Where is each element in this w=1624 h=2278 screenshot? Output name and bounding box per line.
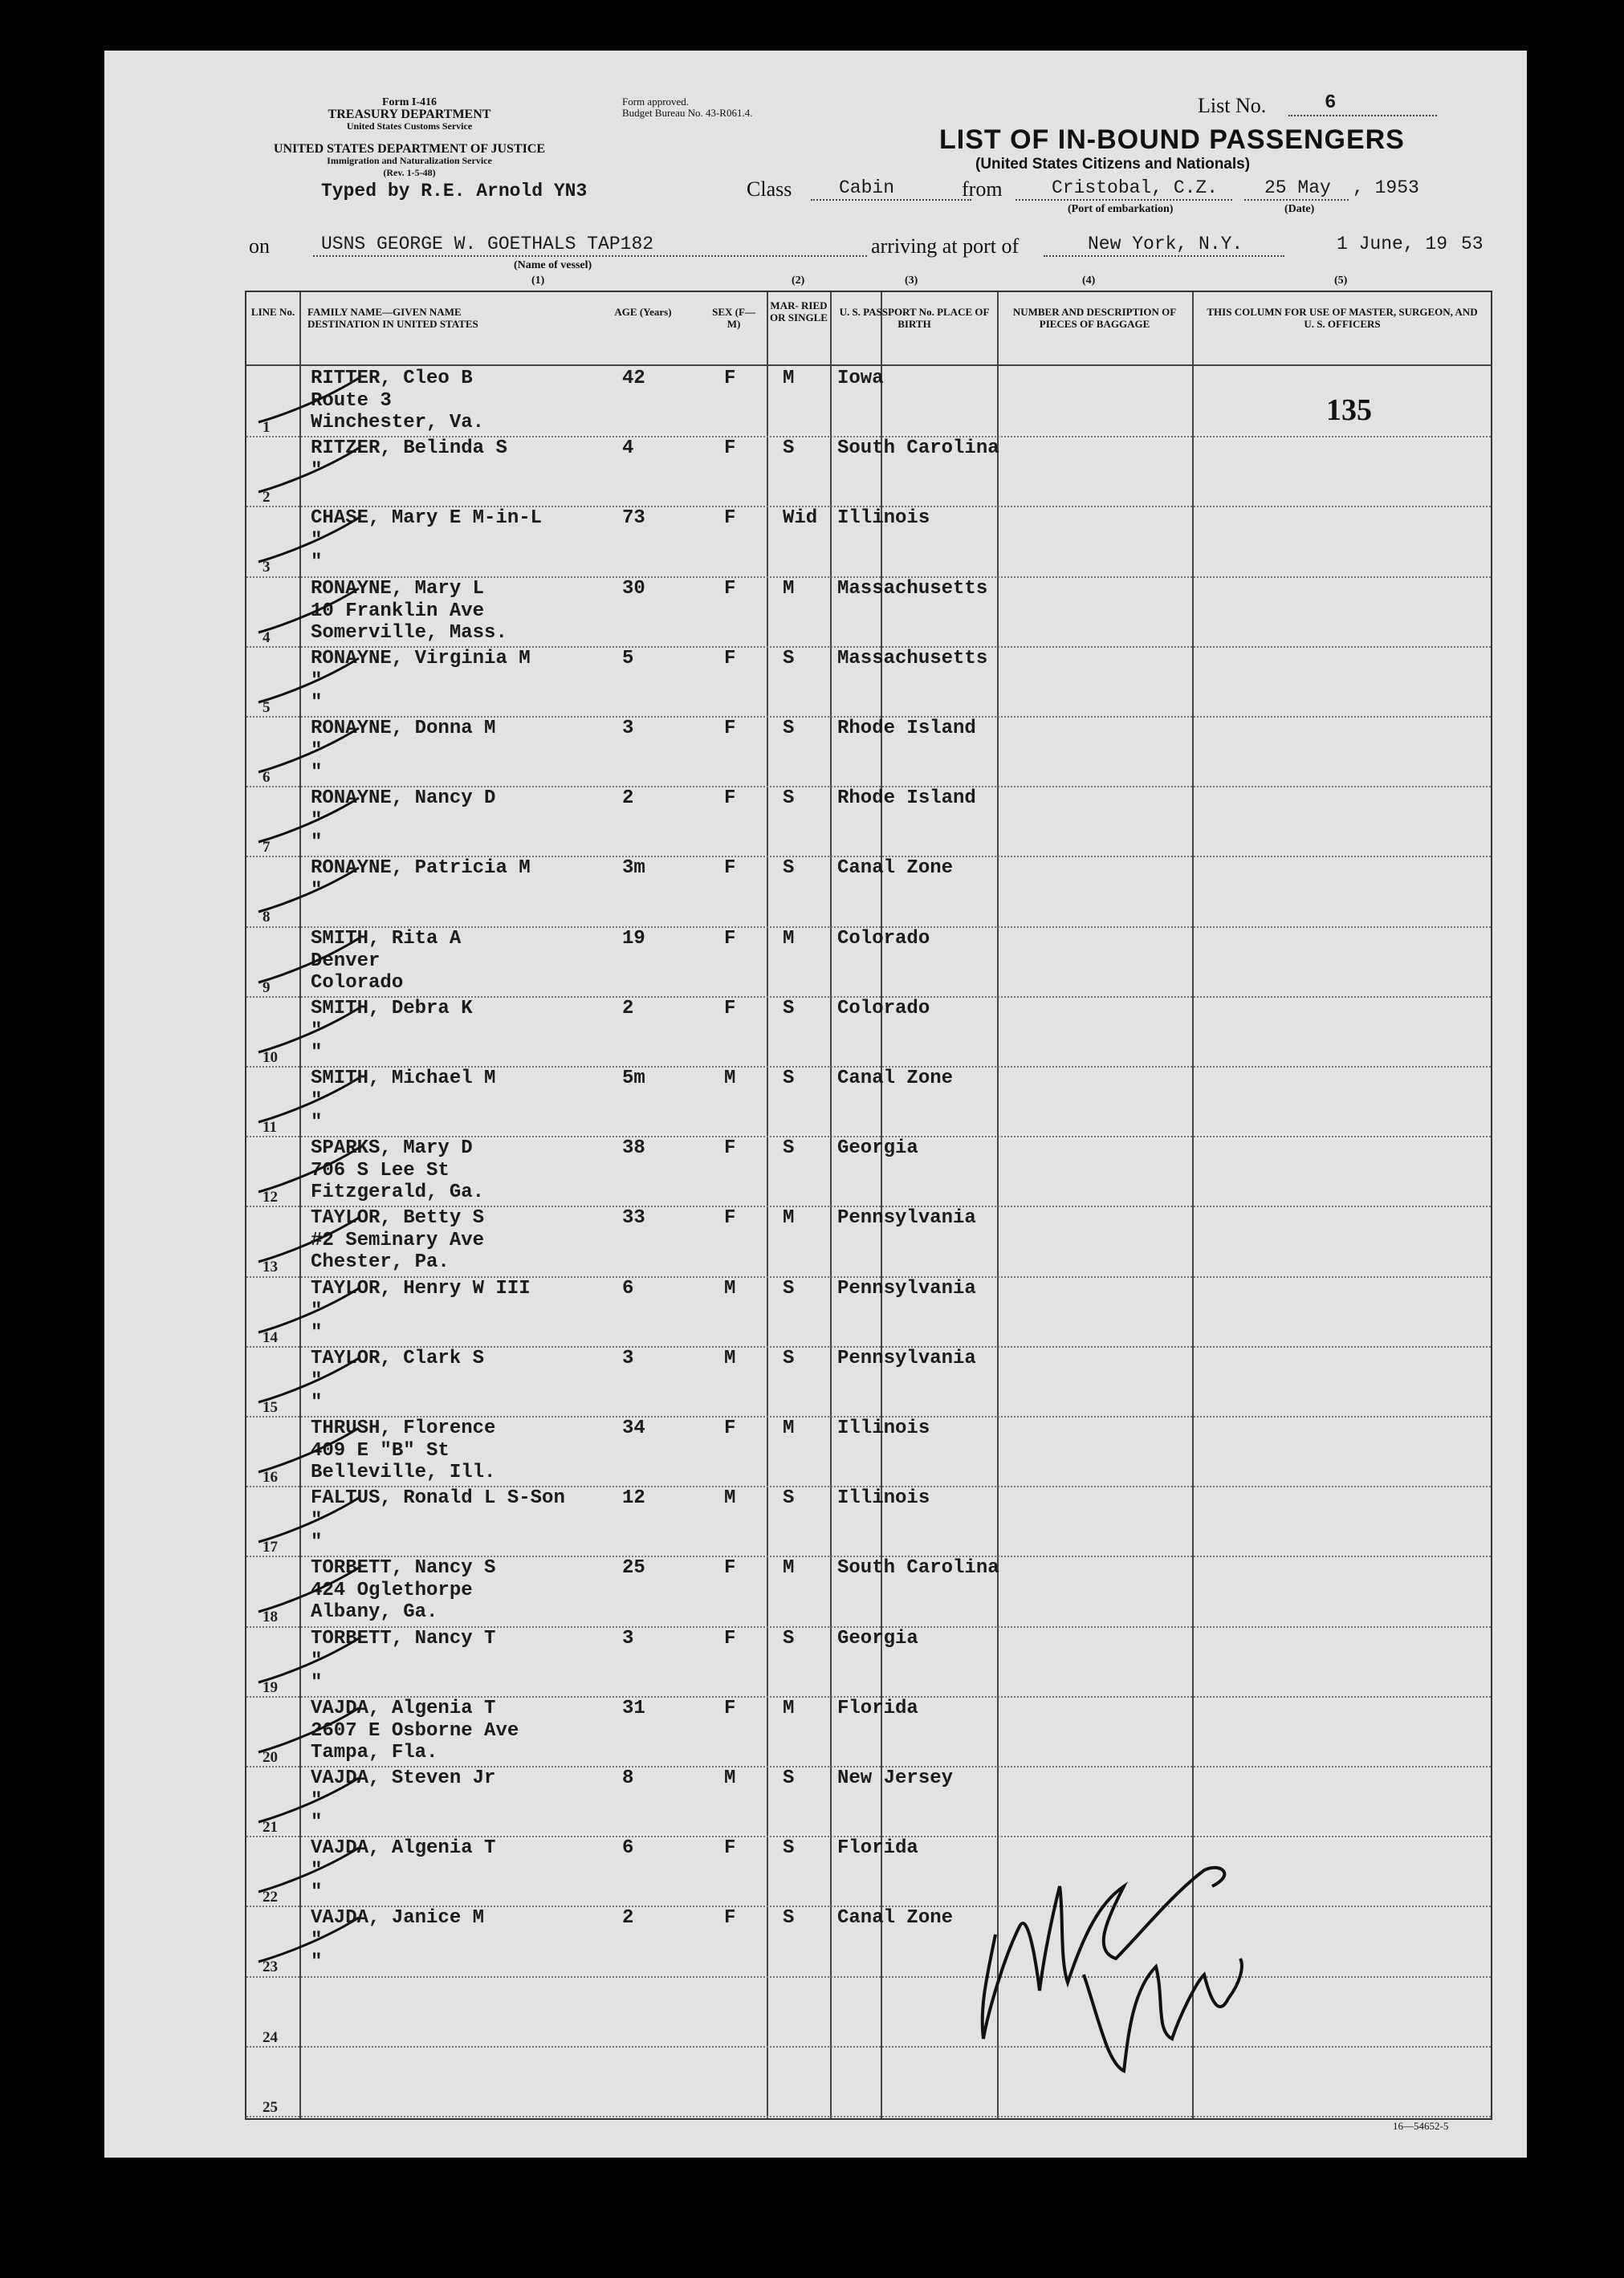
age: 30 (622, 577, 645, 600)
destination-line-2: " (311, 832, 323, 854)
check-mark (254, 1284, 367, 1340)
footer-code: 16—54652-5 (1393, 2120, 1449, 2132)
passenger-name: SMITH, Debra K (311, 997, 473, 1019)
justice-dept: UNITED STATES DEPARTMENT OF JUSTICE (273, 142, 546, 156)
age: 2 (622, 997, 634, 1019)
place-of-birth: Georgia (837, 1137, 918, 1160)
passenger-name: SMITH, Rita A (311, 927, 462, 950)
destination-line-2: " (311, 1391, 323, 1414)
arriving-label: arriving at port of (871, 234, 1020, 258)
marital-status: S (783, 857, 795, 880)
page-title: LIST OF IN-BOUND PASSENGERS (939, 124, 1405, 155)
line-number: 15 (263, 1398, 278, 1416)
destination-line-1: 2607 E Osborne Ave (311, 1719, 519, 1742)
destination-line-2: " (311, 1951, 323, 1974)
destination-line-1: " (311, 1650, 323, 1672)
colnum-2: (2) (792, 275, 805, 287)
destination-line-1: #2 Seminary Ave (311, 1230, 485, 1252)
line-number: 14 (263, 1328, 278, 1346)
passenger-name: THRUSH, Florence (311, 1418, 496, 1439)
line-number: 22 (263, 1889, 278, 1906)
sex: F (724, 1137, 736, 1160)
passenger-name: RITTER, Cleo B (311, 368, 473, 389)
place-of-birth: Rhode Island (837, 787, 976, 810)
revision: (Rev. 1-5-48) (383, 167, 436, 178)
line-number: 9 (263, 978, 271, 996)
check-mark (254, 1774, 367, 1830)
age: 31 (622, 1697, 645, 1719)
check-mark (254, 514, 367, 570)
list-no-label: List No. (1198, 94, 1267, 117)
destination-line-2: " (311, 1881, 323, 1904)
destination-line-2: Belleville, Ill. (311, 1462, 496, 1483)
age: 4 (622, 437, 634, 460)
passenger-name: VAJDA, Algenia T (311, 1697, 496, 1719)
place-of-birth: Massachusetts (837, 647, 988, 669)
sex: F (724, 368, 736, 389)
sex: F (724, 787, 736, 810)
class-label: Class (747, 177, 792, 201)
check-mark (254, 1144, 367, 1200)
passenger-name: TAYLOR, Clark S (311, 1347, 485, 1369)
line-number: 11 (263, 1119, 277, 1136)
passenger-name: RONAYNE, Virginia M (311, 647, 531, 669)
place-of-birth: Pennsylvania (837, 1207, 976, 1230)
passenger-name: RONAYNE, Nancy D (311, 787, 496, 810)
check-mark (254, 1354, 367, 1410)
place-of-birth: Florida (837, 1837, 918, 1860)
col-header-name: FAMILY NAME—GIVEN NAME DESTINATION IN UNITED STATES (307, 306, 478, 330)
sex: F (724, 927, 736, 950)
line-number: 25 (263, 2098, 278, 2116)
class-value: Cabin (839, 177, 895, 198)
line-number: 10 (263, 1048, 278, 1066)
destination-line-1: 10 Franklin Ave (311, 600, 485, 622)
sex: F (724, 997, 736, 1019)
passenger-name: RITZER, Belinda S (311, 437, 507, 460)
check-mark (254, 654, 367, 710)
line-number: 7 (263, 839, 271, 856)
col-header-married: MAR- RIED OR SINGLE (770, 299, 828, 323)
destination-line-1: 424 Oglethorpe (311, 1580, 473, 1602)
age: 6 (622, 1837, 634, 1860)
sex: F (724, 1837, 736, 1860)
marital-status: S (783, 1487, 795, 1510)
marital-status: M (783, 927, 795, 950)
age: 3 (622, 1347, 634, 1369)
passenger-name: TORBETT, Nancy S (311, 1557, 496, 1580)
age: 2 (622, 787, 634, 810)
passenger-name: CHASE, Mary E M-in-L (311, 507, 543, 530)
check-mark (254, 1004, 367, 1060)
colnum-1: (1) (531, 275, 545, 287)
passenger-name: TAYLOR, Betty S (311, 1207, 485, 1230)
age: 2 (622, 1907, 634, 1930)
arrival-port: New York, N.Y. (1088, 234, 1243, 254)
check-mark (254, 374, 367, 430)
age: 38 (622, 1137, 645, 1160)
age: 33 (622, 1207, 645, 1230)
check-mark (254, 1844, 367, 1900)
destination-line-1: " (311, 1019, 323, 1042)
destination-line-2: " (311, 1321, 323, 1344)
age: 8 (622, 1767, 634, 1789)
sex: F (724, 647, 736, 669)
line-number: 3 (263, 559, 271, 576)
sex: F (724, 718, 736, 739)
row-divider (246, 2046, 1491, 2048)
age: 12 (622, 1487, 645, 1510)
place-of-birth: Massachusetts (837, 577, 988, 600)
marital-status: Wid (783, 507, 818, 530)
destination-line-1: " (311, 669, 323, 692)
date-line (1244, 199, 1349, 201)
destination-line-2: Chester, Pa. (311, 1251, 450, 1274)
check-mark (254, 1564, 367, 1620)
arrival-date: 1 June, 19 (1337, 234, 1448, 254)
check-mark (254, 934, 367, 991)
line-number: 2 (263, 489, 271, 506)
destination-line-2: " (311, 551, 323, 574)
line-number: 1 (263, 419, 271, 436)
port-embarkation-caption: (Port of embarkation) (1068, 203, 1174, 215)
line-number: 6 (263, 769, 271, 786)
passenger-name: TAYLOR, Henry W III (311, 1277, 531, 1300)
destination-line-1: 706 S Lee St (311, 1160, 450, 1182)
col-header-baggage: NUMBER AND DESCRIPTION OF PIECES OF BAGGAGE (1012, 306, 1177, 330)
sex: F (724, 437, 736, 460)
from-line (1016, 199, 1232, 201)
destination-line-1: Route 3 (311, 390, 392, 412)
passenger-name: SMITH, Michael M (311, 1068, 496, 1089)
place-of-birth: Iowa (837, 368, 884, 389)
passenger-name: RONAYNE, Patricia M (311, 857, 531, 880)
destination-line-1: " (311, 1930, 323, 1952)
check-mark (254, 444, 367, 500)
passenger-name: VAJDA, Janice M (311, 1907, 485, 1930)
check-mark (254, 1914, 367, 1970)
destination-line-2: " (311, 1041, 323, 1064)
marital-status: M (783, 1557, 795, 1580)
destination-line-2: " (311, 1112, 323, 1133)
place-of-birth: Canal Zone (837, 857, 954, 880)
place-of-birth: Georgia (837, 1627, 918, 1650)
marital-status: M (783, 1207, 795, 1230)
place-of-birth: Pennsylvania (837, 1347, 976, 1369)
col-header-age: AGE (Years) (614, 306, 672, 318)
marital-status: S (783, 787, 795, 810)
destination-line-1: 409 E "B" St (311, 1440, 450, 1462)
place-of-birth: Illinois (837, 1418, 930, 1439)
place-of-birth: Illinois (837, 1487, 930, 1510)
destination-line-2: Albany, Ga. (311, 1601, 438, 1624)
date-caption: (Date) (1284, 203, 1315, 215)
age: 5m (622, 1068, 645, 1089)
marital-status: S (783, 1837, 795, 1860)
check-mark (254, 794, 367, 850)
age: 42 (622, 368, 645, 389)
line-number: 23 (263, 1959, 278, 1976)
marital-status: S (783, 1907, 795, 1930)
sex: M (724, 1767, 736, 1789)
check-mark (254, 584, 367, 641)
place-of-birth: Rhode Island (837, 718, 976, 739)
line-number: 19 (263, 1678, 278, 1696)
list-no-value: 6 (1325, 92, 1337, 114)
destination-line-1: " (311, 740, 323, 762)
vessel-line (313, 255, 867, 257)
sex: F (724, 1418, 736, 1439)
line-number: 8 (263, 909, 271, 926)
destination-line-1: " (311, 1369, 323, 1392)
destination-line-2: Somerville, Mass. (311, 621, 507, 644)
passenger-name: RONAYNE, Donna M (311, 718, 496, 739)
departure-date: 25 May (1264, 177, 1331, 198)
sex: F (724, 1697, 736, 1719)
line-number: 12 (263, 1189, 278, 1206)
destination-line-1: " (311, 880, 323, 902)
place-of-birth: New Jersey (837, 1767, 954, 1789)
destination-line-2: " (311, 691, 323, 714)
list-no-line (1288, 115, 1437, 116)
treasury-dept: TREASURY DEPARTMENT (328, 108, 491, 121)
check-mark (254, 1704, 367, 1760)
col-header-passport: U. S. PASSPORT No. PLACE OF BIRTH (839, 306, 990, 330)
form-approved: Form approved. (622, 96, 690, 108)
line-number: 20 (263, 1748, 278, 1766)
line-number: 16 (263, 1469, 278, 1486)
arrival-year: 53 (1461, 234, 1484, 254)
ins-line: Immigration and Naturalization Service (327, 155, 492, 166)
arrival-line (1044, 255, 1284, 257)
vessel-caption: (Name of vessel) (514, 259, 592, 271)
marital-status: M (783, 577, 795, 600)
departure-year: , 1953 (1353, 177, 1419, 198)
marital-status: S (783, 1767, 795, 1789)
check-mark (254, 1214, 367, 1270)
destination-line-2: " (311, 1812, 323, 1833)
colnum-4: (4) (1082, 275, 1096, 287)
sex: F (724, 1907, 736, 1930)
marital-status: S (783, 1277, 795, 1300)
marital-status: M (783, 1418, 795, 1439)
on-label: on (249, 234, 270, 258)
line-number: 17 (263, 1539, 278, 1556)
age: 73 (622, 507, 645, 530)
inspector-signature (963, 1838, 1300, 2079)
line-number: 18 (263, 1609, 278, 1626)
marital-status: S (783, 718, 795, 739)
sex: M (724, 1487, 736, 1510)
destination-line-2: " (311, 1671, 323, 1694)
marital-status: S (783, 437, 795, 460)
destination-line-1: Denver (311, 950, 381, 972)
marital-status: S (783, 647, 795, 669)
check-mark (254, 1074, 367, 1130)
check-mark (254, 1634, 367, 1690)
sex: M (724, 1347, 736, 1369)
place-of-birth: Pennsylvania (837, 1277, 976, 1300)
place-of-birth: South Carolina (837, 437, 999, 460)
sex: F (724, 857, 736, 880)
marital-status: S (783, 997, 795, 1019)
age: 3m (622, 857, 645, 880)
place-of-birth: Canal Zone (837, 1907, 954, 1930)
sex: F (724, 507, 736, 530)
age: 3 (622, 718, 634, 739)
form-number: Form I-416 (381, 96, 438, 108)
destination-line-2: " (311, 762, 323, 783)
col-header-officers: THIS COLUMN FOR USE OF MASTER, SURGEON, AND U. S. OFFICERS (1207, 306, 1478, 330)
destination-line-1: " (311, 810, 323, 832)
age: 6 (622, 1277, 634, 1300)
destination-line-2: Winchester, Va. (311, 412, 485, 433)
place-of-birth: Canal Zone (837, 1068, 954, 1089)
port-embarkation: Cristobal, C.Z. (1052, 177, 1219, 198)
destination-line-1: " (311, 1860, 323, 1882)
passenger-name: TORBETT, Nancy T (311, 1627, 496, 1650)
destination-line-1: " (311, 1790, 323, 1812)
line-number: 13 (263, 1259, 278, 1276)
destination-line-1: " (311, 530, 323, 552)
header-divider (246, 364, 1491, 366)
check-mark (254, 864, 367, 920)
passenger-name: RONAYNE, Mary L (311, 577, 485, 600)
line-number: 24 (263, 2028, 278, 2046)
place-of-birth: South Carolina (837, 1557, 999, 1580)
destination-line-2: Fitzgerald, Ga. (311, 1182, 485, 1204)
age: 34 (622, 1418, 645, 1439)
passenger-name: SPARKS, Mary D (311, 1137, 473, 1160)
place-of-birth: Colorado (837, 927, 930, 950)
page-subtitle: (United States Citizens and Nationals) (975, 156, 1251, 173)
row-divider (246, 2116, 1491, 2117)
typed-by: Typed by R.E. Arnold YN3 (321, 181, 588, 201)
sex: F (724, 1557, 736, 1580)
customs-service: United States Customs Service (346, 120, 473, 132)
line-number: 21 (263, 1819, 278, 1836)
marital-status: S (783, 1068, 795, 1089)
sex: F (724, 1627, 736, 1650)
destination-line-2: Tampa, Fla. (311, 1741, 438, 1763)
sex: M (724, 1068, 736, 1089)
passenger-table (245, 291, 1492, 2120)
place-of-birth: Illinois (837, 507, 930, 530)
destination-line-1: " (311, 1510, 323, 1532)
age: 5 (622, 647, 634, 669)
place-of-birth: Colorado (837, 997, 930, 1019)
passenger-name: VAJDA, Steven Jr (311, 1767, 496, 1789)
place-of-birth: Florida (837, 1697, 918, 1719)
colnum-3: (3) (905, 275, 918, 287)
line-number: 4 (263, 628, 271, 646)
check-mark (254, 724, 367, 780)
col-header-sex: SEX (F—M) (712, 306, 755, 330)
passenger-name: FALTUS, Ronald L S-Son (311, 1487, 565, 1510)
marital-status: S (783, 1347, 795, 1369)
marital-status: S (783, 1627, 795, 1650)
vessel-name: USNS GEORGE W. GOETHALS TAP182 (321, 234, 654, 254)
marital-status: M (783, 1697, 795, 1719)
age: 19 (622, 927, 645, 950)
sex: F (724, 577, 736, 600)
marital-status: S (783, 1137, 795, 1160)
age: 3 (622, 1627, 634, 1650)
destination-line-2: " (311, 1532, 323, 1554)
from-label: from (962, 177, 1003, 201)
sex: F (724, 1207, 736, 1230)
destination-line-1: " (311, 460, 323, 482)
check-mark (254, 1424, 367, 1480)
check-mark (254, 1494, 367, 1550)
marital-status: M (783, 368, 795, 389)
age: 25 (622, 1557, 645, 1580)
line-number: 5 (263, 698, 271, 716)
budget-bureau: Budget Bureau No. 43-R061.4. (622, 107, 753, 119)
class-line (811, 199, 971, 201)
colnum-5: (5) (1334, 275, 1348, 287)
row-divider (246, 1976, 1491, 1978)
destination-line-2: Colorado (311, 971, 404, 994)
passenger-name: VAJDA, Algenia T (311, 1837, 496, 1860)
sex: M (724, 1277, 736, 1300)
destination-line-1: " (311, 1300, 323, 1322)
col-header-line: LINE No. (250, 306, 295, 318)
official-stamp-number: 135 (1326, 393, 1372, 427)
destination-line-1: " (311, 1090, 323, 1112)
